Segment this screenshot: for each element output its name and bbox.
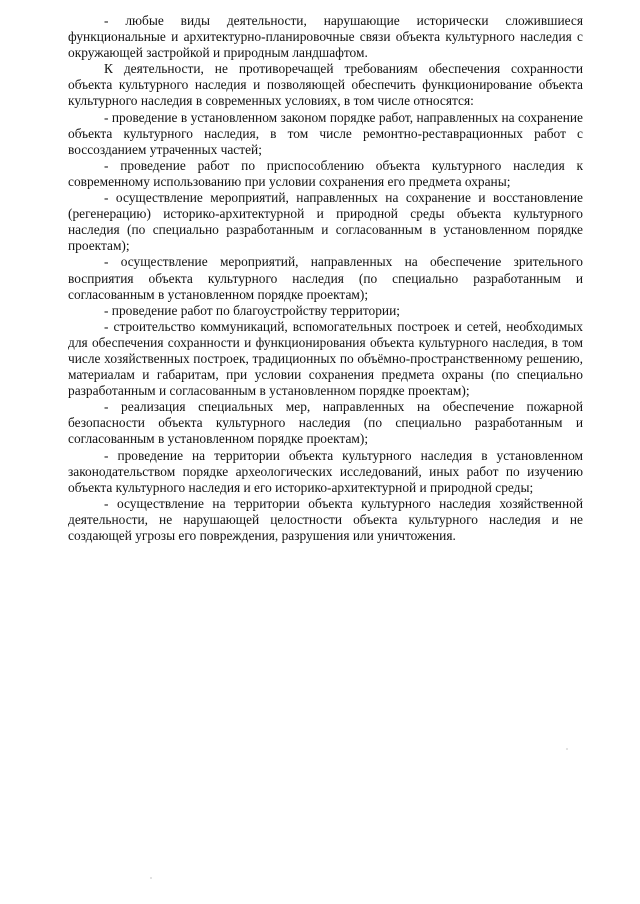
list-item-landscaping: - проведение работ по благоустройству территории;: [104, 302, 400, 318]
paragraph-permitted-intro: К деятельности, не противоречащей требованиям обеспечения сохранности объекта культурного наследия и позволяющей обеспечить функционирование объекта культурного наследия в современных условиях, в том числе относятся:: [68, 61, 583, 109]
list-item-archaeology: - проведение на территории объекта культурного наследия в установленном законодательством порядке археологических исследований, иных работ по изучению объекта культурного наследия и его историко-архитектурной и природной среды;: [68, 447, 583, 495]
scan-artifact-dot: [150, 877, 152, 879]
document-page: [68, 13, 583, 544]
list-item-preservation-works: - проведение в установленном законом порядке работ, направленных на сохранение объекта культурного наследия, в том числе ремонтно-реставрационных работ с воссозданием утраченных частей;: [68, 109, 583, 157]
list-item-economic-activity: - осуществление на территории объекта культурного наследия хозяйственной деятельности, не нарушающей целостности объекта культурного наследия и не создающей угрозы его повреждения, разрушения или уничтожения.: [68, 495, 583, 543]
list-item-visual-perception: - осуществление мероприятий, направленных на обеспечение зрительного восприятия объекта культурного наследия (по специально разработанным и согласованным в установленном порядке проектам);: [68, 254, 583, 302]
list-item-fire-safety: - реализация специальных мер, направленных на обеспечение пожарной безопасности объекта культурного наследия (по специально разработанным и согласованным в установленном порядке проектам);: [68, 399, 583, 447]
list-item-utilities-construction: - строительство коммуникаций, вспомогательных построек и сетей, необходимых для обеспечения сохранности и функционирования объекта культурного наследия, в том числе хозяйственных построек, традиционных по объёмно-пространственному решению, материалам и габаритам, при условии сохранения предмета охраны (по специально разработанным и согласованным в установленном порядке проектам);: [68, 318, 583, 399]
scan-artifact-dot: [566, 748, 568, 750]
paragraph-prohibited-activities: - любые виды деятельности, нарушающие исторически сложившиеся функциональные и архитектурно-планировочные связи объекта культурного наследия с окружающей застройкой и природным ландшафтом.: [68, 13, 583, 61]
list-item-environment-restoration: - осуществление мероприятий, направленных на сохранение и восстановление (регенерацию) историко-архитектурной и природной среды объекта культурного наследия (по специально разработанным и согласованным в установленном порядке проектам);: [68, 190, 583, 254]
list-item-adaptation-works: - проведение работ по приспособлению объекта культурного наследия к современному использованию при условии сохранения его предмета охраны;: [68, 157, 583, 189]
